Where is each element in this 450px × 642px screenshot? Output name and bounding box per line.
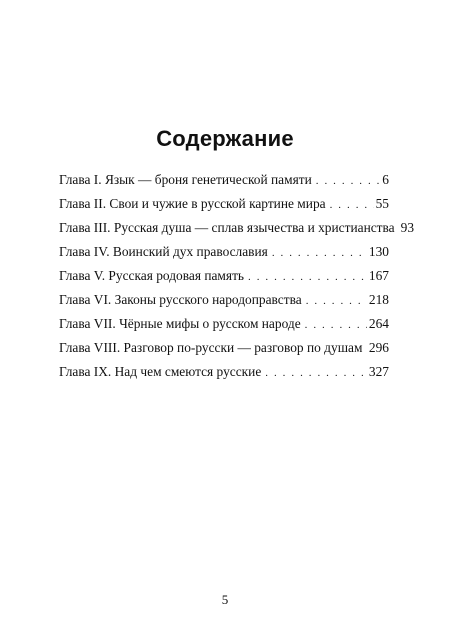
toc-dot-leader — [316, 169, 381, 193]
toc-entry — [59, 192, 389, 216]
toc-dot-leader — [248, 265, 367, 289]
toc-entry-page: 264 — [368, 316, 389, 331]
toc-entry-label: Глава VIII. Разговор по-русски — разговор по душам — [59, 340, 363, 355]
toc-entry — [59, 264, 389, 288]
toc-entry-label: Глава VI. Законы русского народоправства — [59, 292, 302, 307]
toc-entry — [59, 312, 389, 336]
toc-entry-label: Глава IV. Воинский дух православия — [59, 244, 268, 259]
toc-entry-label: Глава III. Русская душа — сплав язычества и христианства — [59, 220, 395, 235]
toc-entry-page: 6 — [382, 172, 389, 187]
toc-dot-leader — [265, 361, 367, 385]
toc-entry — [59, 216, 415, 240]
toc-entry — [59, 168, 389, 192]
toc-entry-page: 55 — [375, 196, 389, 211]
toc-entry-page: 218 — [368, 292, 389, 307]
page-number: 5 — [221, 592, 229, 607]
toc-entry — [59, 240, 389, 264]
toc-entry-page: 296 — [368, 340, 389, 355]
toc-entry — [59, 336, 389, 360]
toc-entry-page: 167 — [368, 268, 389, 283]
toc-entry-page: 130 — [368, 244, 389, 259]
toc-entry-page: 93 — [400, 220, 415, 235]
toc-entry — [59, 360, 389, 384]
toc-dot-leader — [272, 241, 367, 265]
page-title: Содержание — [156, 126, 294, 151]
toc-entry-label: Глава V. Русская родовая память — [59, 268, 245, 283]
toc-entry-page: 327 — [368, 364, 389, 379]
toc-entry-label: Глава I. Язык — броня генетической памяти — [59, 172, 312, 187]
toc-dot-leader — [306, 289, 367, 313]
toc-entry — [59, 288, 389, 312]
table-of-contents — [59, 168, 415, 384]
toc-entry-label: Глава IX. Над чем смеются русские — [59, 364, 262, 379]
toc-dot-leader — [330, 193, 374, 217]
toc-dot-leader — [305, 313, 367, 337]
toc-entry-label: Глава II. Свои и чужие в русской картине мира — [59, 196, 326, 211]
toc-entry-label: Глава VII. Чёрные мифы о русском народе — [59, 316, 301, 331]
